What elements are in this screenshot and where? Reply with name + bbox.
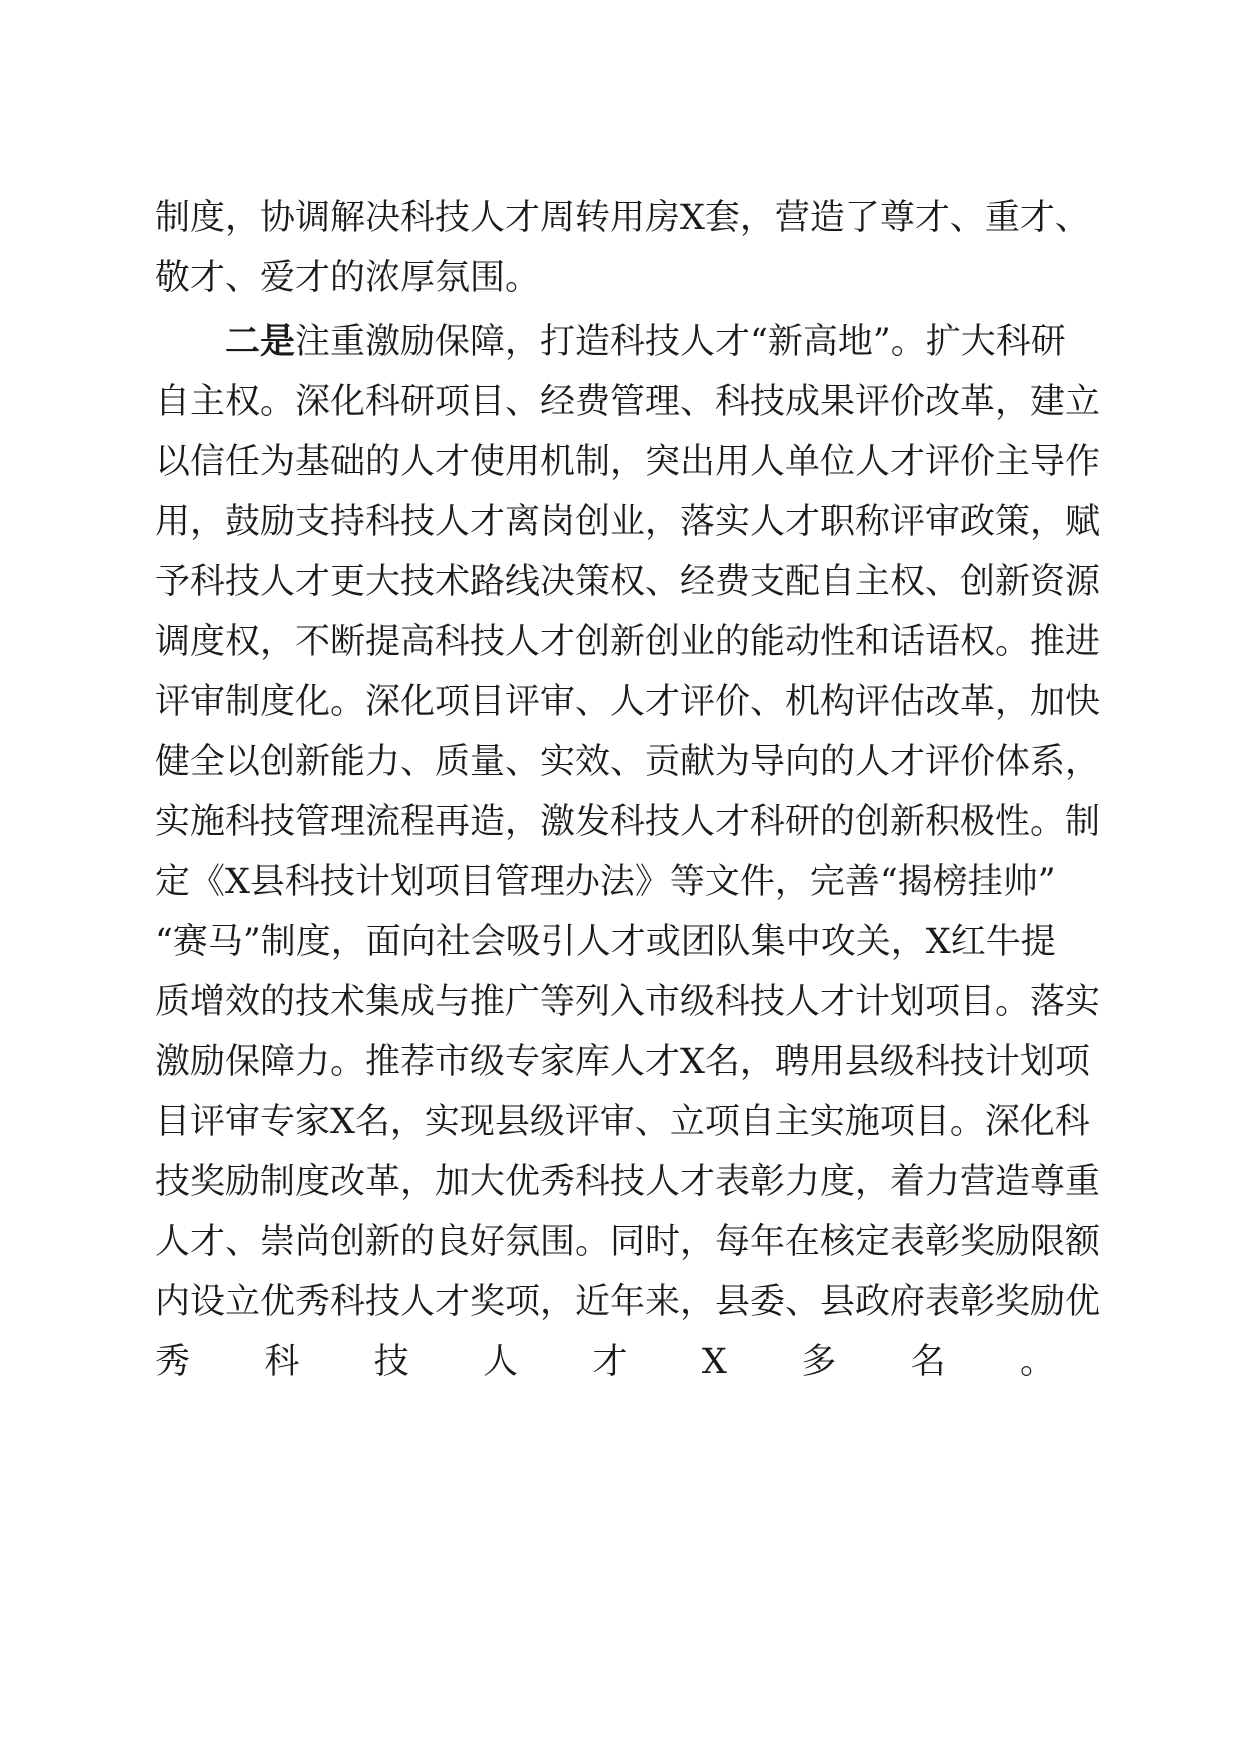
text-line-11: 实施科技管理流程再造，激发科技人才科研的创新积极性。制 [155, 802, 1101, 842]
text-line-1: 制度，协调解决科技人才周转用房X套，营造了尊才、重才、 [155, 198, 1090, 238]
text-line-21 [155, 1392, 1055, 1452]
text-line-5: 以信任为基础的人才使用机制，突出用人单位人才评价主导作 [155, 442, 1101, 482]
text-line-9: 评审制度化。深化项目评审、人才评价、机构评估改革，加快 [155, 682, 1101, 722]
text-line-2: 敬才、爱才的浓厚氛围。 [155, 258, 541, 298]
text-line-6: 用，鼓励支持科技人才离岗创业，落实人才职称评审政策，赋 [155, 502, 1101, 542]
text-line-19: 内设立优秀科技人才奖项，近年来，县委、县政府表彰奖励优 [155, 1282, 1101, 1322]
text-line-7: 予科技人才更大技术路线决策权、经费支配自主权、创新资源 [155, 562, 1101, 602]
paragraph-lead: 二是 [225, 321, 296, 362]
text-line-4: 自主权。深化科研项目、经费管理、科技成果评价改革，建立 [155, 382, 1101, 422]
paragraph-2-first-line [225, 312, 1066, 372]
text-line-10: 健全以创新能力、质量、实效、贡献为导向的人才评价体系， [155, 742, 1101, 782]
text-line-3: 注重激励保障，打造科技人才“新高地”。扩大科研 [295, 322, 1066, 362]
text-line-12: 定《X县科技计划项目管理办法》等文件，完善“揭榜挂帅” [155, 862, 1056, 902]
text-line-20: 秀科技人才X多名。 [155, 1342, 1055, 1382]
text-line-18: 人才、崇尚创新的良好氛围。同时，每年在核定表彰奖励限额 [155, 1222, 1101, 1262]
text-line-15: 激励保障力。推荐市级专家库人才X名，聘用县级科技计划项 [155, 1042, 1090, 1082]
text-line-8: 调度权，不断提高科技人才创新创业的能动性和话语权。推进 [155, 622, 1101, 662]
text-line-13: “赛马”制度，面向社会吸引人才或团队集中攻关，X红牛提 [155, 922, 1056, 962]
text-line-17: 技奖励制度改革，加大优秀科技人才表彰力度，着力营造尊重 [155, 1162, 1101, 1202]
text-line-14: 质增效的技术集成与推广等列入市级科技人才计划项目。落实 [155, 982, 1101, 1022]
text-line-16: 目评审专家X名，实现县级评审、立项自主实施项目。深化科 [155, 1102, 1090, 1142]
